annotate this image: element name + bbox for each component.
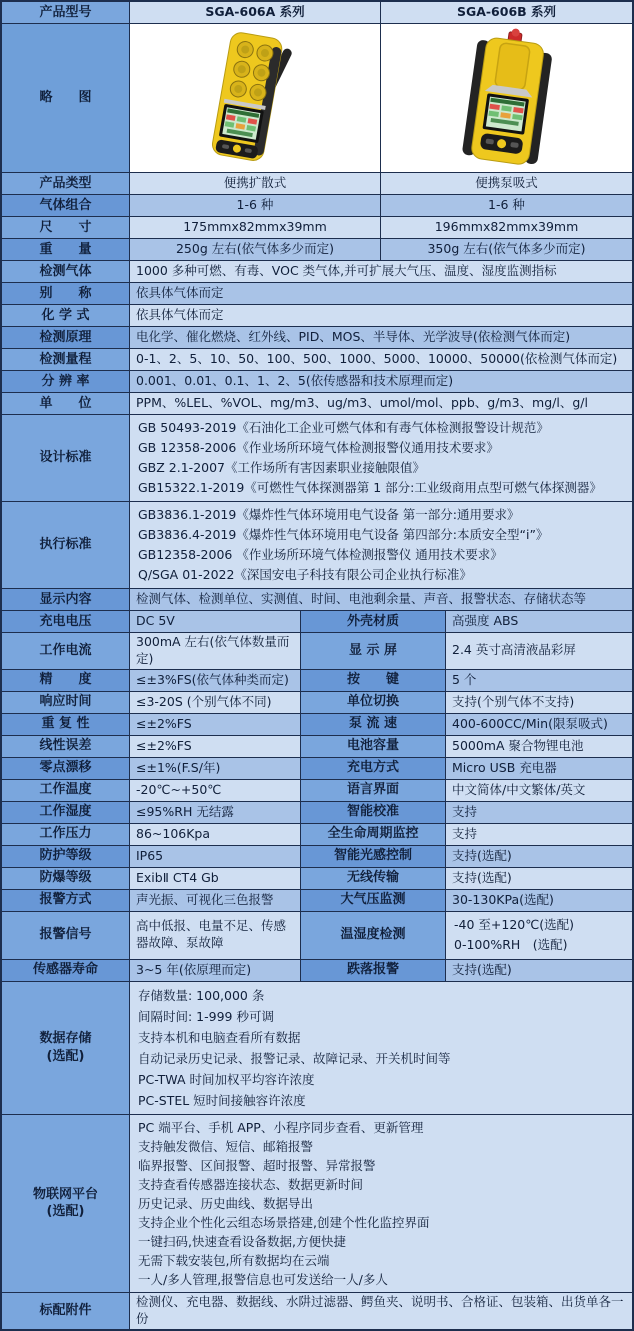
spec-label: 报警方式 (2, 890, 130, 911)
product-image-sga606a-cell (130, 24, 381, 172)
spec-label: 按 键 (301, 670, 446, 691)
spec-value: Micro USB 充电器 (446, 758, 632, 779)
spec-value: 400-600CC/Min(限泵吸式) (446, 714, 632, 735)
spec-value: DC 5V (130, 611, 301, 632)
spec-value: 支持 (446, 824, 632, 845)
spec-value: ExibⅡ CT4 Gb (130, 868, 301, 889)
row-sensor-life (2, 960, 632, 982)
feature-line: PC-TWA 时间加权平均容许浓度 (138, 1071, 315, 1087)
spec-label: 重 量 (2, 239, 130, 260)
spec-value: 5000mA 聚合物锂电池 (446, 736, 632, 757)
spec-label: 防爆等级 (2, 868, 130, 889)
spec-label: 尺 寸 (2, 217, 130, 238)
spec-value: 检测仪、充电器、数据线、水阱过滤器、鳄鱼夹、说明书、合格证、包装箱、出货单各一份 (130, 1293, 632, 1329)
row-resolution (2, 371, 632, 393)
spec-value-a: 250g 左右(依气体多少而定) (130, 239, 381, 260)
product-image-sga606b-cell (381, 24, 632, 172)
spec-label: 别 称 (2, 283, 130, 304)
spec-value: 支持(选配) (446, 960, 632, 981)
spec-label-line: (选配) (46, 1204, 85, 1220)
spec-label: 零点漂移 (2, 758, 130, 779)
row-accuracy (2, 670, 632, 692)
spec-value: 300mA 左右(依气体数量而定) (130, 633, 301, 669)
spec-value: 支持(选配) (446, 868, 632, 889)
feature-line: 存储数量: 100,000 条 (138, 987, 265, 1003)
feature-line: 一键扫码,快速查看设备数据,方便快捷 (138, 1233, 346, 1249)
spec-label: 分 辨 率 (2, 371, 130, 392)
spec-label: 跌落报警 (301, 960, 446, 981)
spec-value-b: 便携泵吸式 (381, 173, 632, 194)
feature-line: 无需下载安装包,所有数据均在云端 (138, 1252, 330, 1268)
spec-label: 显示内容 (2, 589, 130, 610)
sga606a-device-image (135, 28, 375, 168)
row-response-time (2, 692, 632, 714)
spec-label: 检测量程 (2, 349, 130, 370)
row-alarm-signal (2, 912, 632, 960)
spec-value: ≤±1%(F.S/年) (130, 758, 301, 779)
feature-line: 历史记录、历史曲线、数据导出 (138, 1195, 314, 1211)
standard-line: Q/SGA 01-2022《深国安电子科技有限公司企业执行标准》 (138, 567, 472, 582)
spec-label (2, 1115, 130, 1292)
feature-line: PC-STEL 短时间接触容许浓度 (138, 1092, 306, 1108)
row-working-humidity (2, 802, 632, 824)
spec-value-a: 1-6 种 (130, 195, 381, 216)
spec-value-b: 350g 左右(依气体多少而定) (381, 239, 632, 260)
spec-value-b: 1-6 种 (381, 195, 632, 216)
spec-value: 30-130KPa(选配) (446, 890, 632, 911)
spec-label: 工作压力 (2, 824, 130, 845)
spec-label: 单位切换 (301, 692, 446, 713)
design-standards-list (130, 415, 632, 501)
row-units (2, 393, 632, 415)
spec-label: 工作电流 (2, 633, 130, 669)
spec-value: 依具体气体而定 (130, 283, 632, 304)
spec-label: 报警信号 (2, 912, 130, 959)
row-gas-combination (2, 195, 632, 217)
row-weight (2, 239, 632, 261)
row-zero-drift (2, 758, 632, 780)
row-dimensions (2, 217, 632, 239)
spec-value: 0.001、0.01、0.1、1、2、5(依传感器和技术原理而定) (130, 371, 632, 392)
spec-value: 声光振、可视化三色报警 (130, 890, 301, 911)
temp-humidity-values (446, 912, 632, 959)
row-detected-gases (2, 261, 632, 283)
spec-value: 电化学、催化燃烧、红外线、PID、MOS、半导体、光学波导(依检测气体而定) (130, 327, 632, 348)
row-data-storage (2, 982, 632, 1115)
row-product-type (2, 173, 632, 195)
spec-value: 依具体气体而定 (130, 305, 632, 326)
spec-label-line: 物联网平台 (32, 1186, 98, 1202)
standard-line: GBZ 2.1-2007《工作场所有害因素职业接触限值》 (138, 460, 426, 475)
spec-value-a: 175mmx82mmx39mm (130, 217, 381, 238)
standard-line: GB12358-2006 《作业场所环境气体检测报警仪 通用技术要求》 (138, 547, 503, 562)
feature-line: 支持企业个性化云组态场景搭建,创建个性化监控界面 (138, 1214, 430, 1230)
spec-label: 标配附件 (2, 1293, 130, 1329)
feature-line: 支持触发微信、短信、邮箱报警 (138, 1138, 314, 1154)
row-linearity-error (2, 736, 632, 758)
row-execution-standards (2, 502, 632, 589)
spec-label: 工作湿度 (2, 802, 130, 823)
spec-label: 工作温度 (2, 780, 130, 801)
spec-label: 执行标准 (2, 502, 130, 588)
spec-value: 支持(个别气体不支持) (446, 692, 632, 713)
spec-label: 充电电压 (2, 611, 130, 632)
spec-value: 86~106Kpa (130, 824, 301, 845)
spec-value-a: 便携扩散式 (130, 173, 381, 194)
row-charge-voltage (2, 611, 632, 633)
spec-value: ≤±2%FS (130, 736, 301, 757)
standard-line: GB 50493-2019《石油化工企业可燃气体和有毒气体检测报警设计规范》 (138, 420, 549, 435)
spec-label: 大气压监测 (301, 890, 446, 911)
spec-value: ≤95%RH 无结露 (130, 802, 301, 823)
row-repeatability (2, 714, 632, 736)
data-storage-list (130, 982, 632, 1114)
spec-label: 显 示 屏 (301, 633, 446, 669)
iot-platform-list (130, 1115, 632, 1292)
spec-label-line: 数据存储 (39, 1031, 92, 1047)
sga606b-device-image (387, 28, 627, 168)
spec-label: 智能校准 (301, 802, 446, 823)
spec-value: 高中低报、电量不足、传感器故障、泵故障 (130, 912, 301, 959)
spec-label: 智能光感控制 (301, 846, 446, 867)
spec-value: PPM、%LEL、%VOL、mg/m3、ug/m3、umol/mol、ppb、g/m3、mg/l、g/l (130, 393, 632, 414)
row-detection-principle (2, 327, 632, 349)
row-explosion-proof-rating (2, 868, 632, 890)
standard-line: GB3836.4-2019《爆炸性气体环境用电气设备 第四部分:本质安全型“i”》 (138, 527, 549, 542)
spec-label: 防护等级 (2, 846, 130, 867)
row-iot-platform (2, 1115, 632, 1293)
spec-value: 2.4 英寸高清液晶彩屏 (446, 633, 632, 669)
row-chemical-formula (2, 305, 632, 327)
spec-value: 高强度 ABS (446, 611, 632, 632)
sketch-label: 略 图 (2, 24, 130, 172)
spec-label: 线性误差 (2, 736, 130, 757)
feature-line: PC 端平台、手机 APP、小程序同步查看、更新管理 (138, 1119, 424, 1135)
row-display-content (2, 589, 632, 611)
spec-value: IP65 (130, 846, 301, 867)
feature-line: 一人/多人管理,报警信息也可发送给一人/多人 (138, 1271, 388, 1287)
spec-value: 0-1、2、5、10、50、100、500、1000、5000、10000、50000(依检测气体而定) (130, 349, 632, 370)
row-standard-accessories (2, 1293, 632, 1329)
row-detection-range (2, 349, 632, 371)
spec-value-line: -40 至+120℃(选配) (454, 917, 575, 933)
spec-label: 温湿度检测 (301, 912, 446, 959)
standard-line: GB 12358-2006《作业场所环境气体检测报警仪通用技术要求》 (138, 440, 499, 455)
spec-label: 精 度 (2, 670, 130, 691)
spec-label: 无线传输 (301, 868, 446, 889)
spec-label: 外壳材质 (301, 611, 446, 632)
spec-label: 语言界面 (301, 780, 446, 801)
spec-label: 检测气体 (2, 261, 130, 282)
spec-value-b: 196mmx82mmx39mm (381, 217, 632, 238)
spec-value: 中文简体/中文繁体/英文 (446, 780, 632, 801)
spec-value: 支持(选配) (446, 846, 632, 867)
row-protection-rating (2, 846, 632, 868)
spec-value: 检测气体、检测单位、实测值、时间、电池剩余量、声音、报警状态、存储状态等 (130, 589, 632, 610)
spec-value: -20℃~+50℃ (130, 780, 301, 801)
row-working-current (2, 633, 632, 670)
spec-value-line: 0-100%RH (选配) (454, 937, 568, 953)
spec-label: 响应时间 (2, 692, 130, 713)
spec-value: 支持 (446, 802, 632, 823)
spec-label: 电池容量 (301, 736, 446, 757)
spec-label: 全生命周期监控 (301, 824, 446, 845)
spec-label: 传感器寿命 (2, 960, 130, 981)
header-series-a: SGA-606A 系列 (130, 2, 381, 23)
row-working-temperature (2, 780, 632, 802)
row-alarm-mode (2, 890, 632, 912)
row-header (2, 2, 632, 24)
feature-line: 间隔时间: 1-999 秒可调 (138, 1008, 274, 1024)
standard-line: GB3836.1-2019《爆炸性气体环境用电气设备 第一部分:通用要求》 (138, 507, 520, 522)
row-alias (2, 283, 632, 305)
execution-standards-list (130, 502, 632, 588)
feature-line: 临界报警、区间报警、超时报警、异常报警 (138, 1157, 376, 1173)
spec-value: ≤±2%FS (130, 714, 301, 735)
spec-value: ≤±3%FS(依气体种类而定) (130, 670, 301, 691)
spec-label: 气体组合 (2, 195, 130, 216)
header-series-b: SGA-606B 系列 (381, 2, 632, 23)
feature-line: 支持本机和电脑查看所有数据 (138, 1029, 301, 1045)
spec-label: 充电方式 (301, 758, 446, 779)
row-working-pressure (2, 824, 632, 846)
spec-label: 泵 流 速 (301, 714, 446, 735)
spec-label: 化 学 式 (2, 305, 130, 326)
feature-line: 支持查看传感器连接状态、数据更新时间 (138, 1176, 364, 1192)
spec-value: 3~5 年(依原理而定) (130, 960, 301, 981)
header-product-model: 产品型号 (2, 2, 130, 23)
spec-label-line: (选配) (46, 1048, 85, 1064)
feature-line: 自动记录历史记录、报警记录、故障记录、开关机时间等 (138, 1050, 451, 1066)
row-design-standards (2, 415, 632, 502)
spec-value: ≤3-20S (个别气体不同) (130, 692, 301, 713)
spec-value: 1000 多种可燃、有毒、VOC 类气体,并可扩展大气压、温度、湿度监测指标 (130, 261, 632, 282)
row-sketch (2, 24, 632, 173)
spec-label: 检测原理 (2, 327, 130, 348)
spec-label (2, 982, 130, 1114)
spec-label: 设计标准 (2, 415, 130, 501)
spec-value: 5 个 (446, 670, 632, 691)
spec-label: 重 复 性 (2, 714, 130, 735)
spec-label: 产品类型 (2, 173, 130, 194)
standard-line: GB15322.1-2019《可燃性气体探测器第 1 部分:工业级商用点型可燃气体探测器》 (138, 480, 602, 495)
spec-label: 单 位 (2, 393, 130, 414)
